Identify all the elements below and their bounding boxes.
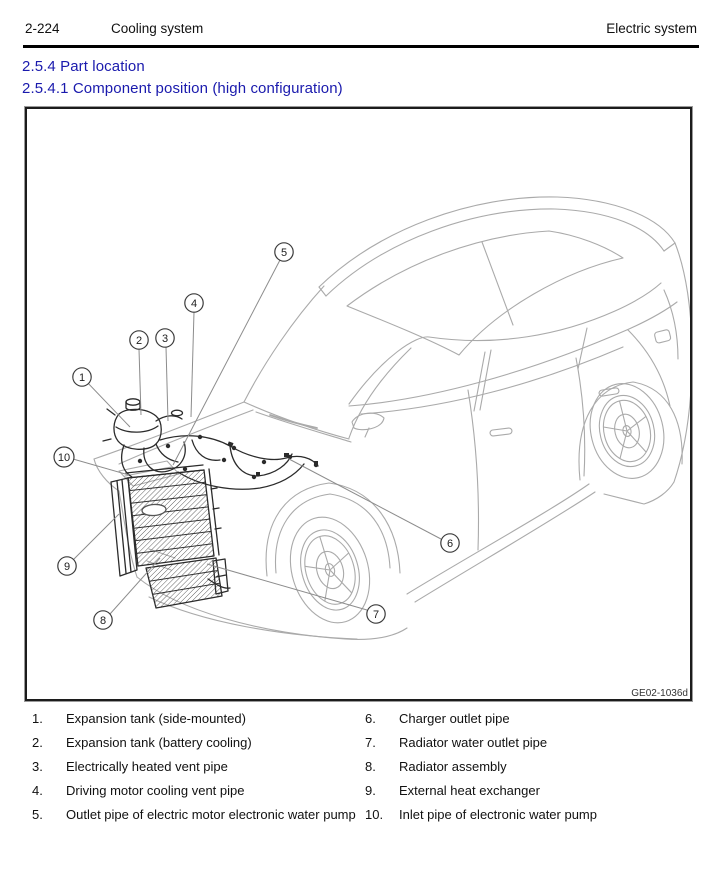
legend-item-8 — [365, 759, 695, 783]
legend-column-left — [32, 711, 362, 831]
callout-6-number: 6 — [446, 537, 454, 550]
legend-item-number: 4. — [32, 783, 43, 798]
legend-item-label: Electrically heated vent pipe — [66, 759, 228, 774]
legend-item-number: 10. — [365, 807, 384, 822]
callout-1-number: 1 — [78, 371, 86, 384]
callout-3-number: 3 — [161, 332, 169, 345]
legend-item-1 — [32, 711, 362, 735]
callout-5 — [275, 243, 293, 261]
callout-9-number: 9 — [63, 560, 71, 573]
figure-frame — [25, 107, 692, 701]
legend-item-number: 9. — [365, 783, 376, 798]
legend-item-2 — [32, 735, 362, 759]
legend-item-label: Radiator assembly — [399, 759, 507, 774]
side-mirror — [352, 413, 384, 437]
legend-item-label: Inlet pipe of electronic water pump — [399, 807, 597, 822]
callout-2 — [130, 331, 148, 349]
legend-item-5 — [32, 807, 362, 831]
legend-item-7 — [365, 735, 695, 759]
component-position-diagram — [27, 109, 690, 699]
callout-6 — [441, 534, 459, 552]
callout-9 — [58, 557, 76, 575]
leader-lines — [73, 260, 441, 614]
heading-component-position: 2.5.4.1 Component position (high configuration) — [22, 80, 343, 97]
callout-7 — [367, 605, 385, 623]
legend-item-label: Radiator water outlet pipe — [399, 735, 548, 750]
legend-item-9 — [365, 783, 695, 807]
callout-4 — [185, 294, 203, 312]
legend-item-label: Outlet pipe of electric motor electronic water pump — [66, 807, 356, 822]
legend-column-right — [365, 711, 695, 831]
legend-item-10 — [365, 807, 695, 831]
callout-8-number: 8 — [99, 614, 107, 627]
callout-10 — [54, 447, 74, 467]
legend-item-label: Driving motor cooling vent pipe — [66, 783, 245, 798]
legend-item-number: 3. — [32, 759, 43, 774]
radiator-assembly — [111, 465, 230, 608]
legend — [0, 711, 722, 841]
callout-1 — [73, 368, 91, 386]
callout-5-number: 5 — [280, 246, 288, 259]
legend-item-number: 6. — [365, 711, 376, 726]
figure-code: GE02-1036d — [631, 688, 688, 699]
callout-4-number: 4 — [190, 297, 198, 310]
rear-wheel — [580, 376, 673, 487]
legend-item-3 — [32, 759, 362, 783]
legend-item-4 — [32, 783, 362, 807]
legend-item-label: External heat exchanger — [399, 783, 540, 798]
radiator-core — [128, 470, 214, 566]
legend-item-label: Expansion tank (battery cooling) — [66, 735, 252, 750]
legend-item-number: 5. — [32, 807, 43, 822]
callout-8 — [94, 611, 112, 629]
callout-10-number: 10 — [57, 451, 71, 464]
callout-7-number: 7 — [372, 608, 380, 621]
page-number: 2-224 — [25, 21, 60, 36]
header-chapter-title: Cooling system — [111, 21, 204, 36]
callout-2-number: 2 — [135, 334, 143, 347]
legend-item-number: 8. — [365, 759, 376, 774]
header-section-title: Electric system — [606, 21, 697, 36]
legend-item-label: Charger outlet pipe — [399, 711, 510, 726]
callout-3 — [156, 329, 174, 347]
header-rule — [23, 45, 699, 48]
heading-part-location: 2.5.4 Part location — [22, 58, 145, 75]
legend-item-number: 2. — [32, 735, 43, 750]
legend-item-label: Expansion tank (side-mounted) — [66, 711, 246, 726]
legend-item-number: 7. — [365, 735, 376, 750]
legend-item-number: 1. — [32, 711, 43, 726]
legend-item-6 — [365, 711, 695, 735]
